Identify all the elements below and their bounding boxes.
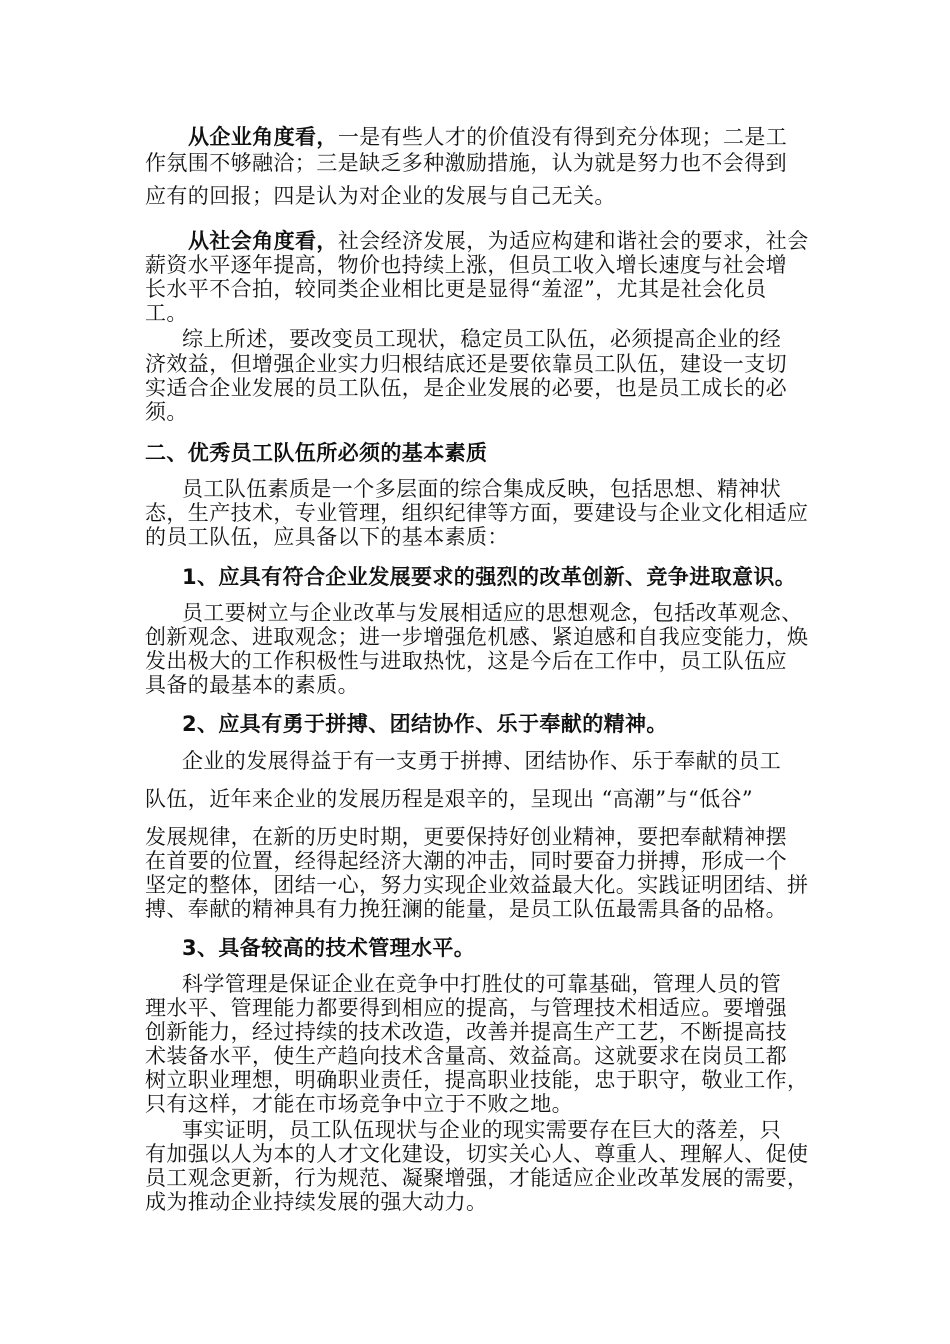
paragraph-line: 具备的最基本的素质。 — [145, 673, 359, 697]
paragraph-line: 态，生产技术，专业管理，组织纪律等方面，要建设与企业文化相适应 — [145, 501, 809, 525]
paragraph-line: 术装备水平，使生产趋向技术含量高、效益高。这就要求在岗员工都 — [145, 1044, 787, 1068]
paragraph-line: 作氛围不够融洽；三是缺乏多种激励措施，认为就是努力也不会得到 — [145, 151, 787, 175]
section-heading: 二、优秀员工队伍所必须的基本素质 — [145, 441, 488, 465]
paragraph-line: 长水平不合拍，较同类企业相比更是显得“羞涩”，尤其是社会化员 — [145, 277, 767, 301]
paragraph-line: 科学管理是保证企业在竞争中打胜仗的可靠基础，管理人员的管 — [182, 972, 782, 996]
paragraph-line: 的员工队伍，应具备以下的基本素质： — [145, 525, 509, 549]
paragraph-line: 须。 — [145, 400, 188, 424]
subsection-heading: 2、应具有勇于拼搏、团结协作、乐于奉献的精神。 — [182, 712, 668, 736]
paragraph-line: 实适合企业发展的员工队伍，是企业发展的必要，也是员工成长的必 — [145, 376, 787, 400]
paragraph-line: 济效益，但增强企业实力归根结底还是要依靠员工队伍，建设一支切 — [145, 352, 787, 376]
paragraph-line: 企业的发展得益于有一支勇于拼搏、团结协作、乐于奉献的员工 — [182, 749, 782, 773]
paragraph-line: 在首要的位置，经得起经济大潮的冲击，同时要奋力拼搏，形成一个 — [145, 849, 787, 873]
paragraph-line: 有加强以人为本的人才文化建设，切实关心人、尊重人、理解人、促使 — [145, 1142, 809, 1166]
paragraph-line: 队伍，近年来企业的发展历程是艰辛的，呈现出 “高潮”与“低谷” — [145, 787, 754, 811]
paragraph-line: 搏、奉献的精神具有力挽狂澜的能量，是员工队伍最需具备的品格。 — [145, 897, 787, 921]
paragraph-lead: 从社会角度看， — [188, 229, 338, 253]
paragraph-line: 综上所述，要改变员工现状，稳定员工队伍，必须提高企业的经 — [182, 327, 782, 351]
paragraph-line: 员工要树立与企业改革与发展相适应的思想观念，包括改革观念、 — [182, 601, 803, 625]
paragraph-line: 应有的回报；四是认为对企业的发展与自己无关。 — [145, 184, 616, 208]
paragraph-line: 坚定的整体，团结一心，努力实现企业效益最大化。实践证明团结、拼 — [145, 873, 809, 897]
paragraph-line: 成为推动企业持续发展的强大动力。 — [145, 1190, 488, 1214]
paragraph-line: 理水平、管理能力都要得到相应的提高，与管理技术相适应。要增强 — [145, 996, 787, 1020]
paragraph-line: 树立职业理想，明确职业责任，提高职业技能，忠于职守，敬业工作， — [145, 1068, 809, 1092]
subsection-heading: 1、应具有符合企业发展要求的强烈的改革创新、竞争进取意识。 — [182, 565, 797, 589]
paragraph-line: 发出极大的工作积极性与进取热忱，这是今后在工作中，员工队伍应 — [145, 649, 787, 673]
paragraph-line: 发展规律，在新的历史时期，更要保持好创业精神，要把奉献精神摆 — [145, 825, 787, 849]
paragraph-line: 工。 — [145, 301, 188, 325]
subsection-heading: 3、具备较高的技术管理水平。 — [182, 936, 476, 960]
paragraph-line: 只有这样，才能在市场竞争中立于不败之地。 — [145, 1092, 573, 1116]
paragraph-line: 从社会角度看，社会经济发展，为适应构建和谐社会的要求，社会 — [188, 229, 809, 253]
paragraph-line: 从企业角度看，一是有些人才的价值没有得到充分体现；二是工 — [188, 125, 788, 149]
paragraph-lead: 从企业角度看， — [188, 125, 338, 149]
paragraph-line: 员工队伍素质是一个多层面的综合集成反映，包括思想、精神状 — [182, 477, 782, 501]
paragraph-line: 员工观念更新，行为规范、凝聚增强，才能适应企业改革发展的需要， — [145, 1166, 809, 1190]
paragraph-line: 薪资水平逐年提高，物价也持续上涨，但员工收入增长速度与社会增 — [145, 253, 787, 277]
paragraph-line: 创新观念、进取观念；进一步增强危机感、紧迫感和自我应变能力，焕 — [145, 625, 809, 649]
paragraph-line: 创新能力，经过持续的技术改造，改善并提高生产工艺，不断提高技 — [145, 1020, 787, 1044]
paragraph-line: 事实证明，员工队伍现状与企业的现实需要存在巨大的落差，只 — [182, 1118, 782, 1142]
